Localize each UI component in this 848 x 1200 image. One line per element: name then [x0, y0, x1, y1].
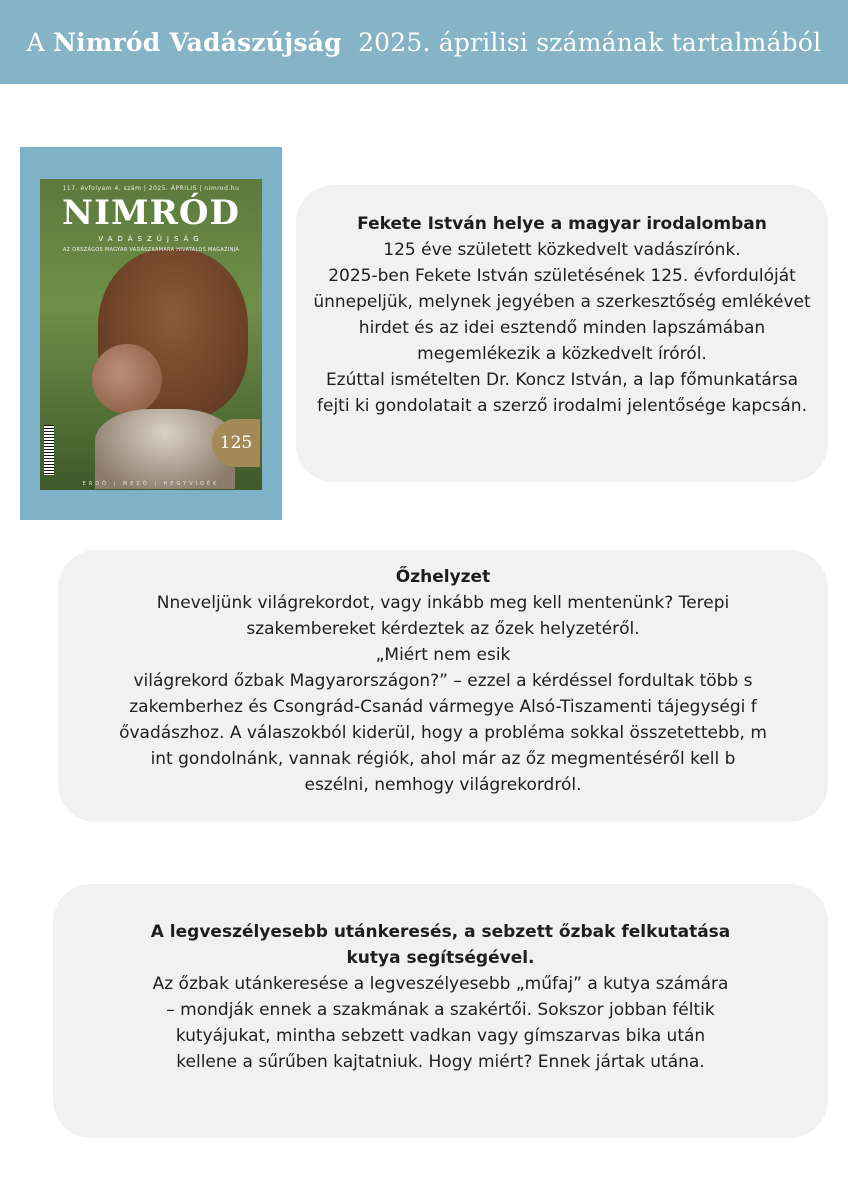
article-title: Őzhelyzet: [395, 567, 491, 587]
article-line: szakembereket kérdeztek az őzek helyzetéről.: [246, 619, 640, 639]
header-suffix: 2025. áprilisi számának tartalmából: [358, 27, 822, 57]
article-line: – mondják ennek a szakmának a szakértői. Sokszor jobban féltik: [166, 1000, 715, 1020]
cover-bottom-text: ERDŐ | MEZŐ | HEGYVIDÉK: [82, 481, 220, 487]
article-line: világrekord őzbak Magyarországon?” – ezzel a kérdéssel fordultak több s: [133, 671, 753, 691]
article-card-fekete-istvan: [296, 185, 828, 482]
article-title: Fekete István helye a magyar irodalomban: [357, 214, 767, 234]
article-line: 2025-ben Fekete István születésének 125. évfordulóját: [328, 266, 796, 286]
article-line: eszélni, nemhogy világrekordról.: [304, 775, 582, 795]
cover-issue-line: 117. évfolyam 4. szám | 2025. ÁPRILIS | nimrod.hu: [62, 185, 240, 192]
page-header: [0, 0, 848, 84]
cover-barcode: [44, 425, 54, 475]
article-line: int gondolnánk, vannak régiók, ahol már az őz megmentéséről kell b: [150, 749, 736, 769]
article-line: megemlékezik a közkedvelt íróról.: [417, 344, 707, 364]
cover-tagline: AZ ORSZÁGOS MAGYAR VADÁSZKAMARA HIVATALOS MAGAZINJA: [62, 247, 240, 253]
magazine-cover-frame: [20, 147, 282, 520]
header-prefix: A: [26, 27, 45, 57]
magazine-name: Nimród Vadászújság: [53, 27, 342, 57]
article-line: zakemberhez és Csongrád-Csanád vármegye Alsó-Tiszamenti tájegységi f: [129, 697, 757, 717]
magazine-cover: [40, 179, 262, 490]
article-card-utankereses: [53, 884, 828, 1138]
article-line: Nneveljünk világrekordot, vagy inkább meg kell mentenünk? Terepi: [156, 593, 730, 613]
article-line: kellene a sűrűben kajtatniuk. Hogy miért? Ennek jártak utána.: [176, 1052, 705, 1072]
article-card-ozhelyzet: [58, 550, 828, 822]
article-line: hirdet és az idei esztendő minden lapszámában: [358, 318, 766, 338]
cover-dog-snout: [92, 344, 162, 414]
article-line: ünnepeljük, melynek jegyében a szerkesztőség emlékévet: [313, 292, 811, 312]
article-line: fejti ki gondolatait a szerző irodalmi jelentősége kapcsán.: [317, 396, 807, 416]
cover-anniversary-badge: 125: [212, 419, 260, 467]
article-line: Az őzbak utánkeresése a legveszélyesebb „műfaj” a kutya számára: [152, 974, 729, 994]
article-line: 125 éve született közkedvelt vadászírónk.: [383, 240, 741, 260]
article-line: Ezúttal ismételten Dr. Koncz István, a lap főmunkatársa: [325, 370, 799, 390]
article-line: „Miért nem esik: [375, 645, 511, 665]
article-title-line: kutya segítségével.: [346, 948, 535, 968]
article-line: ővadászhoz. A válaszokból kiderül, hogy a probléma sokkal összetettebb, m: [119, 723, 767, 743]
cover-subtitle: VADÁSZÚJSÁG: [98, 235, 204, 243]
article-line: kutyájukat, mintha sebzett vadkan vagy gímszarvas bika után: [175, 1026, 706, 1046]
cover-logo: NIMRÓD: [62, 193, 240, 233]
article-title-line: A legveszélyesebb utánkeresés, a sebzett őzbak felkutatása: [150, 922, 731, 942]
